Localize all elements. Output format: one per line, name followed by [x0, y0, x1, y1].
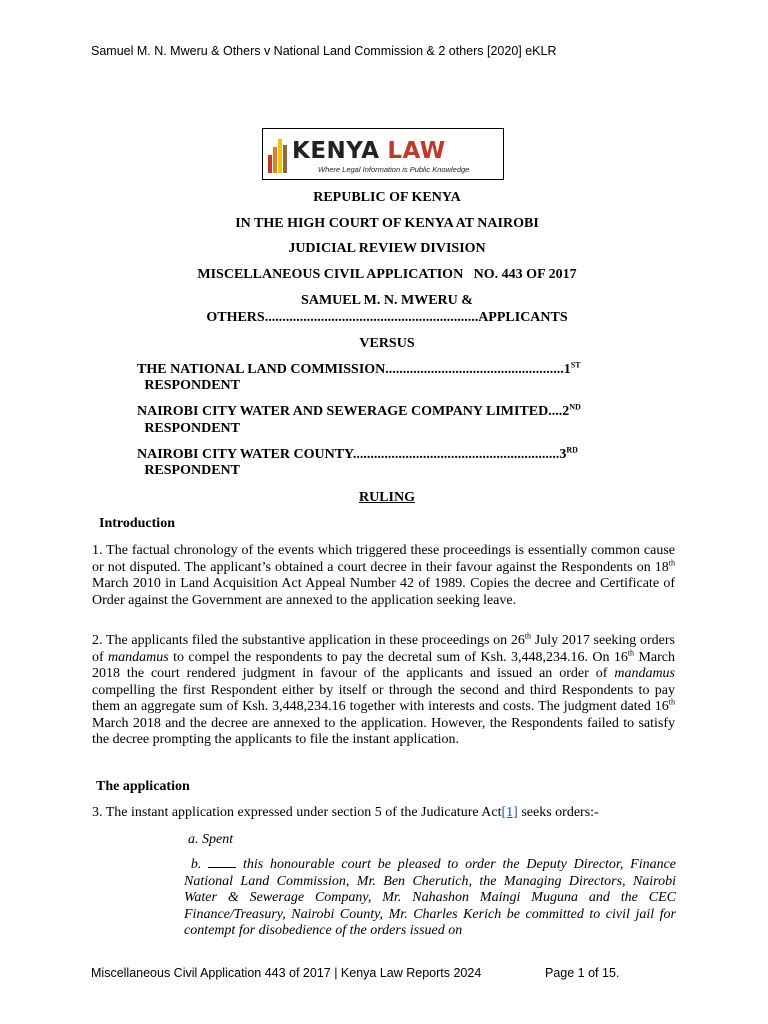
- order-item-b: b. this honourable court be pleased to order the Deputy Director, Finance National Land Commission, Mr. Ben Cherutich, the Managing Directors, Nairobi Water & Sewerage Company, Mr. Nahashon Maingi Muguna and the CEC Finance/Treasury, Nairobi County, Mr. Charles Kerich be committed to civil jail for contempt for disobedience of the orders issued on: [184, 857, 677, 938]
- court-header-case-number: MISCELLANEOUS CIVIL APPLICATION NO. 443 OF 2017: [197, 267, 577, 282]
- respondent-3: NAIROBI CITY WATER COUNTY...........................................................3RD: [137, 445, 578, 462]
- court-header-division: JUDICIAL REVIEW DIVISION: [288, 241, 486, 256]
- applicant-line-2: OTHERS.............................................................APPLICANTS: [206, 310, 568, 325]
- paragraph-3: 3. The instant application expressed under section 5 of the Judicature Act[1] seeks orders:-: [92, 805, 599, 820]
- ruling-title: RULING: [358, 490, 415, 505]
- court-header-court: IN THE HIGH COURT OF KENYA AT NAIROBI: [235, 216, 539, 231]
- court-header-republic: REPUBLIC OF KENYA: [313, 190, 461, 205]
- footer-page-number: Page 1 of 15.: [545, 966, 620, 980]
- paragraph-2: 2. The applicants filed the substantive application in these proceedings on 26th July 2017 seeking orders of mandamus to compel the respondents to pay the decretal sum of Ksh. 3,448,234.16. On 16th March 2018 the court rendered judgment in favour of the applicants and issued an order of mandamus compelling the first Respondent either by itself or through the second and third Respondents to pay them an aggregate sum of Ksh. 3,448,234.16 together with interests and costs. The judgment dated 16th March 2018 and the decree are annexed to the application. However, the Respondents failed to satisfy the decree prompting the applicants to file the instant application.: [92, 631, 675, 747]
- logo-bars-icon: [268, 137, 292, 173]
- footer-citation: Miscellaneous Civil Application 443 of 2017 | Kenya Law Reports 2024: [91, 966, 482, 980]
- kenya-law-logo: [262, 128, 504, 180]
- applicant-line-1: SAMUEL M. N. MWERU &: [301, 293, 473, 308]
- logo-tagline: Where Legal Information is Public Knowledge: [318, 165, 470, 174]
- versus-label: VERSUS: [359, 336, 415, 351]
- respondent-3-role: RESPONDENT: [144, 463, 240, 478]
- paragraph-1: 1. The factual chronology of the events which triggered these proceedings is essentially common cause or not disputed. The applicant’s obtained a court decree in their favour against the Respondents on 18th March 2010 in Land Acquisition Act Appeal Number 42 of 1989. Copies the decree and Certificate of Order against the Government are annexed to the application seeking leave.: [92, 543, 675, 608]
- introduction-heading: Introduction: [99, 516, 175, 531]
- running-header: Samuel M. N. Mweru & Others v National Land Commission & 2 others [2020] eKLR: [91, 44, 557, 58]
- blank-line: [208, 856, 236, 868]
- logo-wordmark: KENYA LAW: [292, 138, 446, 164]
- order-item-a: a. Spent: [188, 832, 234, 847]
- application-heading: The application: [96, 779, 190, 794]
- respondent-2-role: RESPONDENT: [144, 421, 240, 436]
- respondent-1-role: RESPONDENT: [144, 378, 240, 393]
- respondent-1: THE NATIONAL LAND COMMISSION...................................................1ST: [137, 360, 581, 377]
- footnote-link-1[interactable]: [1]: [501, 805, 518, 820]
- respondent-2: NAIROBI CITY WATER AND SEWERAGE COMPANY LIMITED....2ND: [137, 402, 581, 419]
